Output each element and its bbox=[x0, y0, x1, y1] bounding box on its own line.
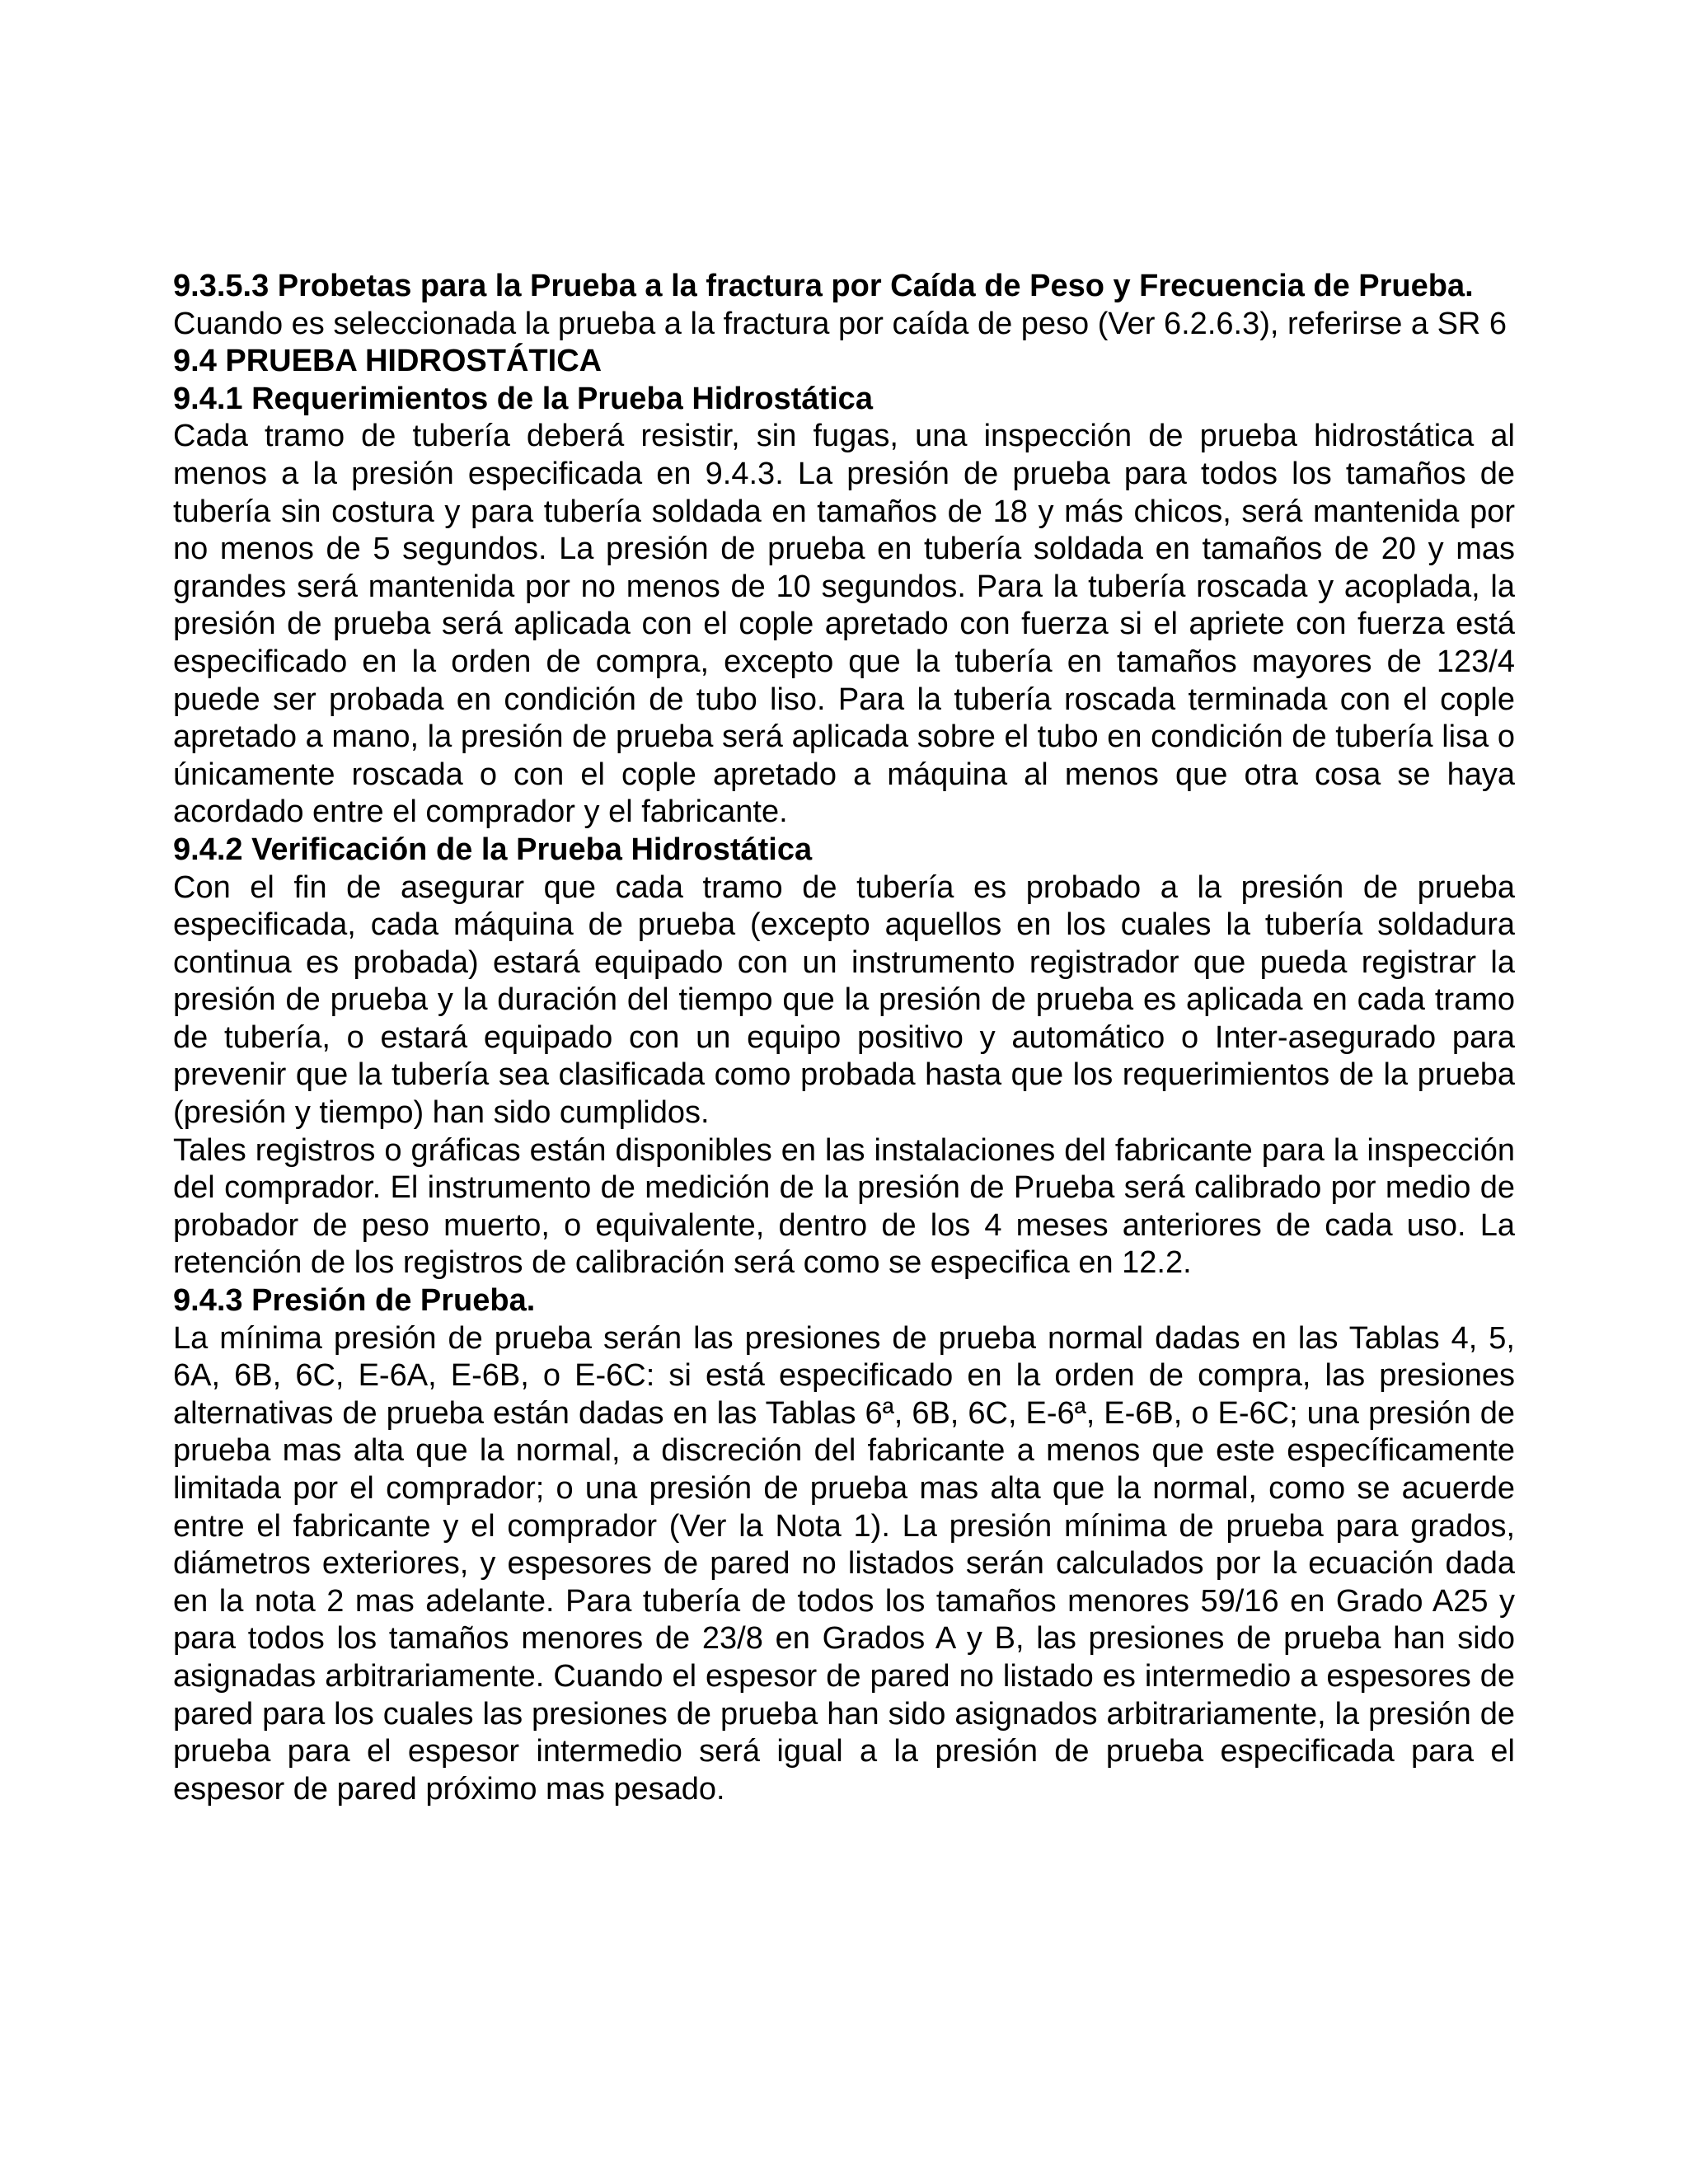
section-heading-9-3-5-3: 9.3.5.3 Probetas para la Prueba a la fractura por Caída de Peso y Frecuencia de Prueba. bbox=[173, 269, 1474, 303]
paragraph-9-3-5-3: Cuando es seleccionada la prueba a la fractura por caída de peso (Ver 6.2.6.3), referirse a SR 6 bbox=[173, 306, 1507, 341]
section-heading-9-4-1: 9.4.1 Requerimientos de la Prueba Hidrostática bbox=[173, 381, 873, 416]
paragraph-9-4-2-b: Tales registros o gráficas están disponibles en las instalaciones del fabricante para la inspección del comprador. El instrumento de medición de la presión de Prueba será calibrado por medio de probador de peso muerto, o equivalente, dentro de los 4 meses anteriores de cada uso. La retención de los registros de calibración será como se especifica en 12.2. bbox=[173, 1132, 1515, 1281]
paragraph-9-4-3: La mínima presión de prueba serán las presiones de prueba normal dadas en las Tablas 4, 5, 6A, 6B, 6C, E-6A, E-6B, o E-6C: si está especificado en la orden de compra, las presiones alternativas de prueba están dadas en las Tablas 6ª, 6B, 6C, E-6ª, E-6B, o E-6C; una presión de prueba mas alta que la normal, a discreción del fabricante a menos que este específicamente limitada por el comprador; o una presión de prueba mas alta que la normal, como se acuerde entre el fabricante y el comprador (Ver la Nota 1). La presión mínima de prueba para grados, diámetros exteriores, y espesores de pared no listados serán calculados por la ecuación dada en la nota 2 mas adelante. Para tubería de todos los tamaños menores 59/16 en Grado A25 y para todos los tamaños menores de 23/8 en Grados A y B, las presiones de prueba han sido asignadas arbitrariamente. Cuando el espesor de pared no listado es intermedio a espesores de pared para los cuales las presiones de prueba han sido asignados arbitrariamente, la presión de prueba para el espesor intermedio será igual a la presión de prueba especificada para el espesor de pared próximo mas pesado. bbox=[173, 1320, 1515, 1807]
document-page bbox=[173, 268, 1515, 1808]
section-heading-9-4-3: 9.4.3 Presión de Prueba. bbox=[173, 1283, 536, 1319]
paragraph-9-4-2-a: Con el fin de asegurar que cada tramo de tubería es probado a la presión de prueba especificada, cada máquina de prueba (excepto aquellos en los cuales la tubería soldadura continua es probada) estará equipado con un instrumento registrador que pueda registrar la presión de prueba y la duración del tiempo que la presión de prueba es aplicada en cada tramo de tubería, o estará equipado con un equipo positivo y automático o Inter-asegurado para prevenir que la tubería sea clasificada como probada hasta que los requerimientos de la prueba (presión y tiempo) han sido cumplidos. bbox=[173, 869, 1515, 1131]
paragraph-9-4-1: Cada tramo de tubería deberá resistir, sin fugas, una inspección de prueba hidrostática al menos a la presión especificada en 9.4.3. La presión de prueba para todos los tamaños de tubería sin costura y para tubería soldada en tamaños de 18 y más chicos, será mantenida por no menos de 5 segundos. La presión de prueba en tubería soldada en tamaños de 20 y mas grandes será mantenida por no menos de 10 segundos. Para la tubería roscada y acoplada, la presión de prueba será aplicada con el cople apretado con fuerza si el apriete con fuerza está especificado en la orden de compra, excepto que la tubería en tamaños mayores de 123/4 puede ser probada en condición de tubo liso. Para la tubería roscada terminada con el cople apretado a mano, la presión de prueba será aplicada sobre el tubo en condición de tubería lisa o únicamente roscada o con el cople apretado a máquina al menos que otra cosa se haya acordado entre el comprador y el fabricante. bbox=[173, 419, 1515, 830]
section-heading-9-4-2: 9.4.2 Verificación de la Prueba Hidrostática bbox=[173, 832, 813, 867]
section-heading-9-4: 9.4 PRUEBA HIDROSTÁTICA bbox=[173, 344, 603, 379]
